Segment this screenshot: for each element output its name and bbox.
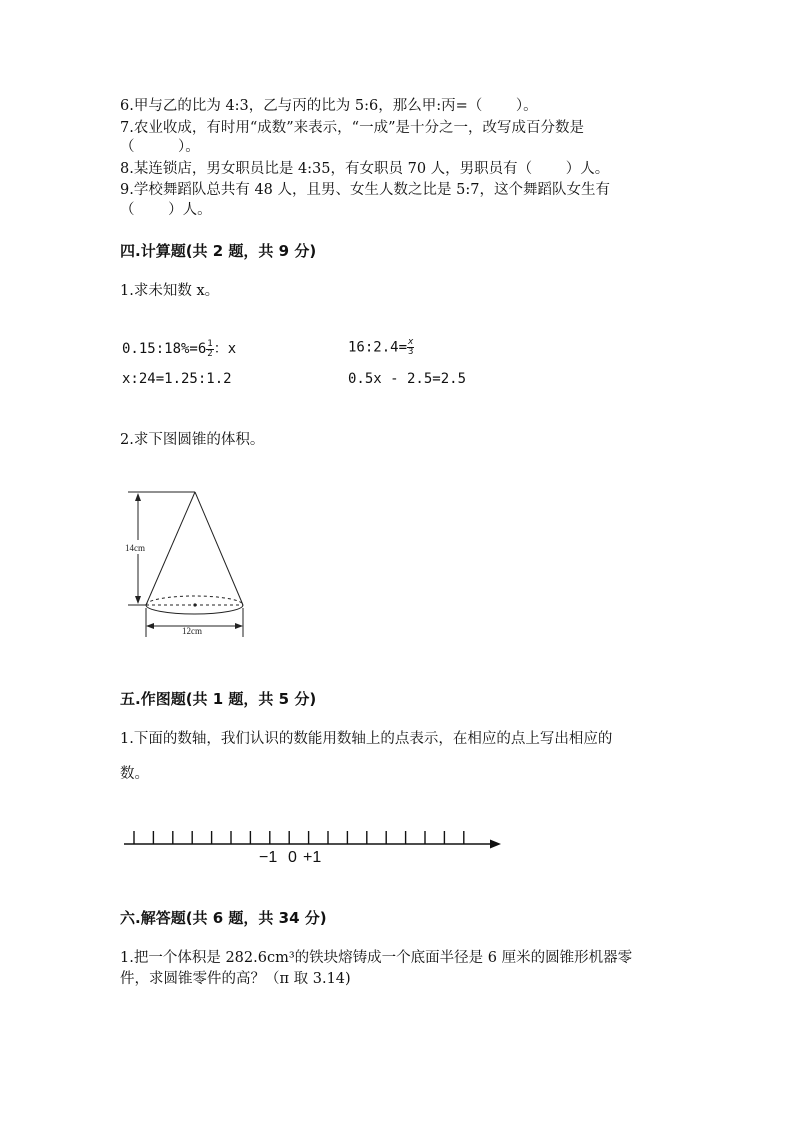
fraction-numerator: x <box>408 337 414 347</box>
axis-label-minus-one: −1 <box>259 849 278 866</box>
section-4-question-1: 1.求未知数 x。 <box>120 283 220 299</box>
number-line-arrow-icon <box>490 840 501 849</box>
section-5-title: 五.作图题(共 1 题，共 5 分) <box>120 690 317 708</box>
section-5-question-1-line-1: 1.下面的数轴，我们认识的数能用数轴上的点表示，在相应的点上写出相应的 <box>120 731 613 747</box>
section-6-title: 六.解答题(共 6 题，共 34 分) <box>120 909 327 927</box>
equation-2-prefix: 16:2.4= <box>348 339 408 356</box>
question-8: 8.某连锁店，男女职员比是 4:35，有女职员 70 人，男职员有（ ）人。 <box>120 161 610 177</box>
cone-height-label: 14cm <box>125 543 145 553</box>
question-9-line-1: 9.学校舞蹈队总共有 48 人，且男、女生人数之比是 5:7，这个舞蹈队女生有 <box>120 182 610 198</box>
number-line-ticks <box>134 831 464 844</box>
fraction-numerator: 1 <box>207 338 213 349</box>
equation-3: x:24=1.25:1.2 <box>122 371 232 387</box>
question-7-line-2: （ ）。 <box>120 139 200 155</box>
section-6-question-1-line-1: 1.把一个体积是 282.6cm³的铁块熔铸成一个底面半径是 6 厘米的圆锥形机器零 <box>120 950 633 966</box>
equation-1-prefix: 0.15:18%=6 <box>122 341 207 357</box>
fraction-denominator: 2 <box>207 348 213 359</box>
section-6-question-1-line-2: 件，求圆锥零件的高？（π 取 3.14) <box>120 971 351 987</box>
equation-4: 0.5x - 2.5=2.5 <box>348 371 467 387</box>
question-9-line-2: （ ）人。 <box>120 202 212 218</box>
cone-diameter-label: 12cm <box>182 626 202 636</box>
question-6: 6.甲与乙的比为 4:3，乙与丙的比为 5:6，那么甲:丙=（ ）。 <box>120 98 538 114</box>
section-5-question-1-line-2: 数。 <box>120 766 149 782</box>
equation-1-suffix: ：x <box>213 341 237 357</box>
section-4-title: 四.计算题(共 2 题，共 9 分) <box>120 242 317 260</box>
axis-label-zero: 0 <box>288 849 297 866</box>
question-7-line-1: 7.农业收成，有时用“成数”来表示，“一成”是十分之一，改写成百分数是 <box>120 120 584 136</box>
axis-label-plus-one: +1 <box>303 849 322 866</box>
fraction-denominator: 3 <box>408 347 414 357</box>
section-4-question-2: 2.求下图圆锥的体积。 <box>120 432 265 448</box>
